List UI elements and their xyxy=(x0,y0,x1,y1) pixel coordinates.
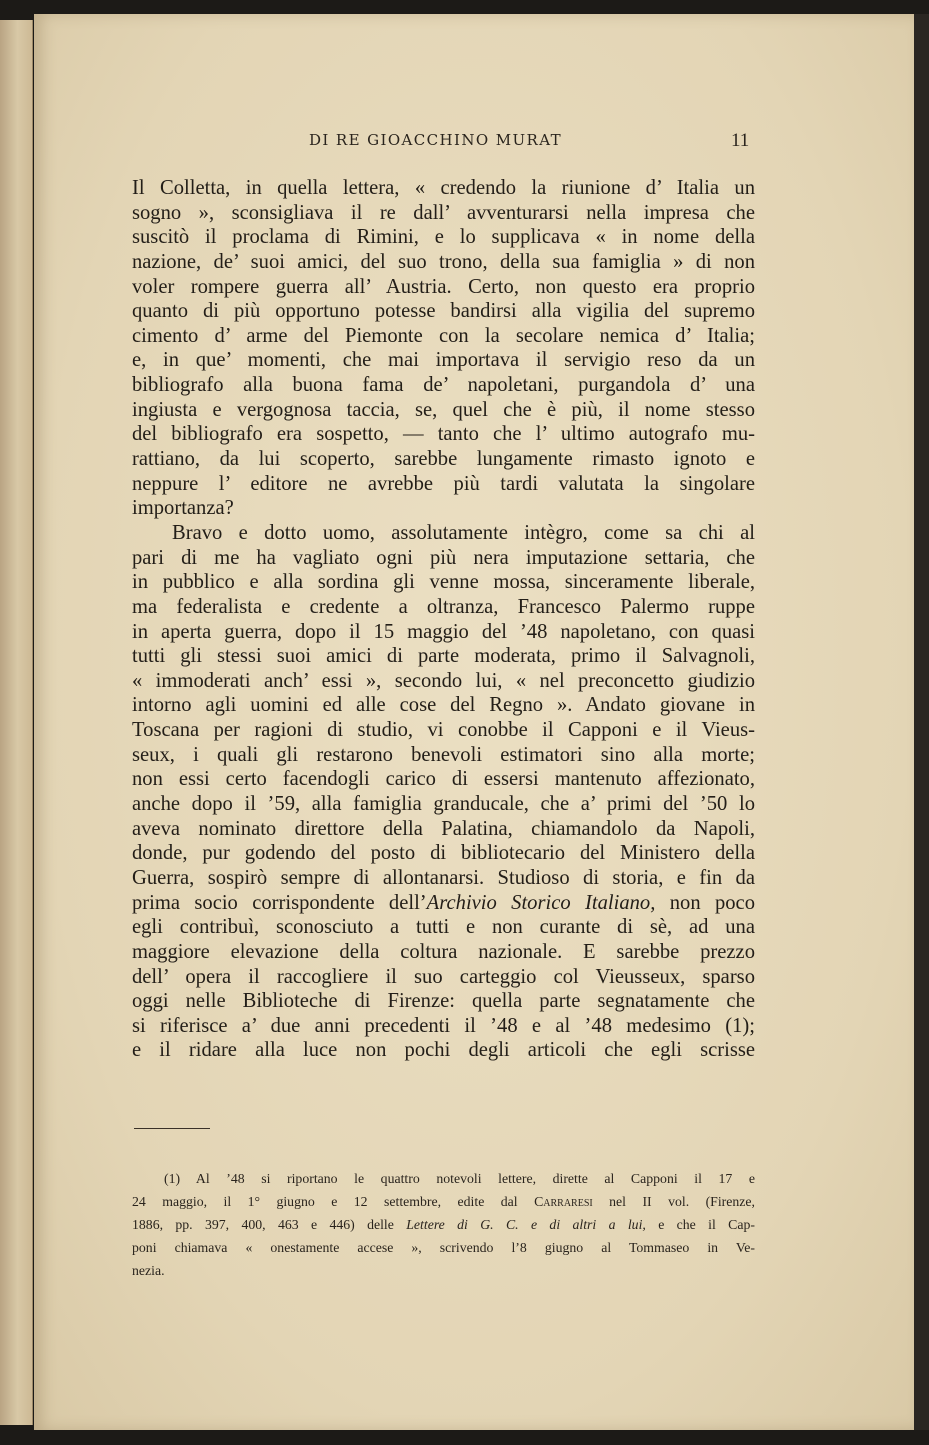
text-line: anche dopo il ’59, alla famiglia granducale, che a’ primi del ’50 lo xyxy=(132,793,755,816)
text-line: egli contribuì, sconosciuto a tutti e non curante di sè, ad una xyxy=(132,916,755,939)
text-line: importanza? xyxy=(132,497,234,520)
text-segment: e che il Cap- xyxy=(645,1217,755,1232)
text-line: Il Colletta, in quella lettera, « credendo la riunione d’ Italia un xyxy=(132,177,755,199)
text-segment: non poco xyxy=(655,891,755,914)
footnote-line: nezia. xyxy=(132,1263,165,1278)
text-line: aveva nominato direttore della Palatina, chiamandolo da Napoli, xyxy=(132,817,755,840)
text-line: voler rompere guerra all’ Austria. Certo, non questo era proprio xyxy=(132,275,755,298)
text-line: non essi certo facendogli carico di essersi mantenuto affezionato, xyxy=(132,768,755,791)
text-line: suscitò il proclama di Rimini, e lo supplicava « in nome della xyxy=(132,226,755,249)
text-line: e il ridare alla luce non pochi degli articoli che egli scrisse xyxy=(132,1039,755,1062)
text-line: maggiore elevazione della coltura nazionale. E sarebbe prezzo xyxy=(132,940,755,963)
text-segment: 24 maggio, il 1° giugno e 12 settembre, edite dal xyxy=(132,1194,518,1209)
text-line: tutti gli stessi suoi amici di parte moderata, primo il Salvagnoli, xyxy=(132,645,755,668)
footnote-divider xyxy=(134,1128,210,1129)
text-line: ma federalista e credente a oltranza, Francesco Palermo ruppe xyxy=(132,595,755,618)
text-line: in aperta guerra, dopo il 15 maggio del ’48 napoletano, con quasi xyxy=(132,620,755,643)
text-line: bibliografo alla buona fama de’ napoletani, purgandola d’ una xyxy=(132,374,755,397)
text-line: sogno », sconsigliava il re dall’ avventurarsi nella impresa che xyxy=(132,201,755,224)
text-line: Guerra, sospirò sempre di allontanarsi. Studioso di storia, e fin da xyxy=(132,866,755,889)
text-line: cimento d’ arme del Piemonte con la secolare nemica d’ Italia; xyxy=(132,324,755,347)
previous-page-edge xyxy=(0,20,33,1425)
binding-shadow xyxy=(914,14,929,1430)
running-title: DI RE GIOACCHINO MURAT xyxy=(309,131,563,149)
text-line: Toscana per ragioni di studio, vi conobbe il Capponi e il Vieus- xyxy=(132,719,755,742)
text-line: donde, pur godendo del posto di bibliotecario del Ministero della xyxy=(132,842,755,865)
text-line: e, in que’ momenti, che mai importava il servigio reso da un xyxy=(132,349,755,372)
text-line: in pubblico e alla sordina gli venne mossa, sinceramente liberale, xyxy=(132,571,755,594)
italic-work-title: Lettere di G. C. e di altri a lui, xyxy=(406,1217,646,1232)
text-line: « immoderati anch’ essi », secondo lui, « nel preconcetto giudizio xyxy=(132,669,755,692)
text-line: intorno agli uomini ed alle cose del Regno ». Andato giovane in xyxy=(132,694,755,717)
text-line: dell’ opera il raccogliere il suo carteggio col Vieusseux, sparso xyxy=(132,965,755,988)
text-segment: nel II vol. (Firenze, xyxy=(592,1194,755,1209)
text-line: del bibliografo era sospetto, — tanto che l’ ultimo autografo mu- xyxy=(132,423,755,446)
text-segment: prima socio corrispondente dell’ xyxy=(132,891,427,914)
footnote-line: (1) Al ’48 si riportano le quattro notevoli lettere, dirette al Capponi il 17 e xyxy=(164,1171,755,1186)
text-line: quanto di più opportuno potesse bandirsi alla vigilia del supremo xyxy=(132,300,755,323)
text-line xyxy=(132,891,755,916)
text-line: oggi nelle Biblioteche di Firenze: quella parte segnatamente che xyxy=(132,990,755,1013)
text-segment: 1886, pp. 397, 400, 463 e 446) delle xyxy=(132,1217,394,1232)
footnote-line xyxy=(132,1190,755,1213)
text-line: nazione, de’ suoi amici, del suo trono, della sua famiglia » di non xyxy=(132,250,755,273)
text-line: rattiano, da lui scoperto, sarebbe lungamente rimasto ignoto e xyxy=(132,448,755,471)
text-line: neppure l’ editore ne avrebbe più tardi valutata la singolare xyxy=(132,472,755,495)
footnote xyxy=(132,1167,755,1282)
main-text xyxy=(132,176,755,1063)
author-name: Carraresi xyxy=(534,1194,593,1209)
text-line: ingiusta e vergognosa taccia, se, quel che è più, il nome stesso xyxy=(132,398,755,421)
footnote-line: poni chiamava « onestamente accese », scrivendo l’8 giugno al Tommaseo in Ve- xyxy=(132,1240,755,1255)
text-line: seux, i quali gli restarono benevoli estimatori sino alla morte; xyxy=(132,743,755,766)
text-line: si riferisce a’ due anni precedenti il ’48 e al ’48 medesimo (1); xyxy=(132,1014,755,1037)
italic-title: Archivio Storico Italiano, xyxy=(426,891,656,914)
text-line: Bravo e dotto uomo, assolutamente intègro, come sa chi al xyxy=(172,521,755,544)
page-number: 11 xyxy=(731,130,750,151)
text-line: pari di me ha vagliato ogni più nera imputazione settaria, che xyxy=(132,546,755,569)
footnote-line xyxy=(132,1213,755,1236)
